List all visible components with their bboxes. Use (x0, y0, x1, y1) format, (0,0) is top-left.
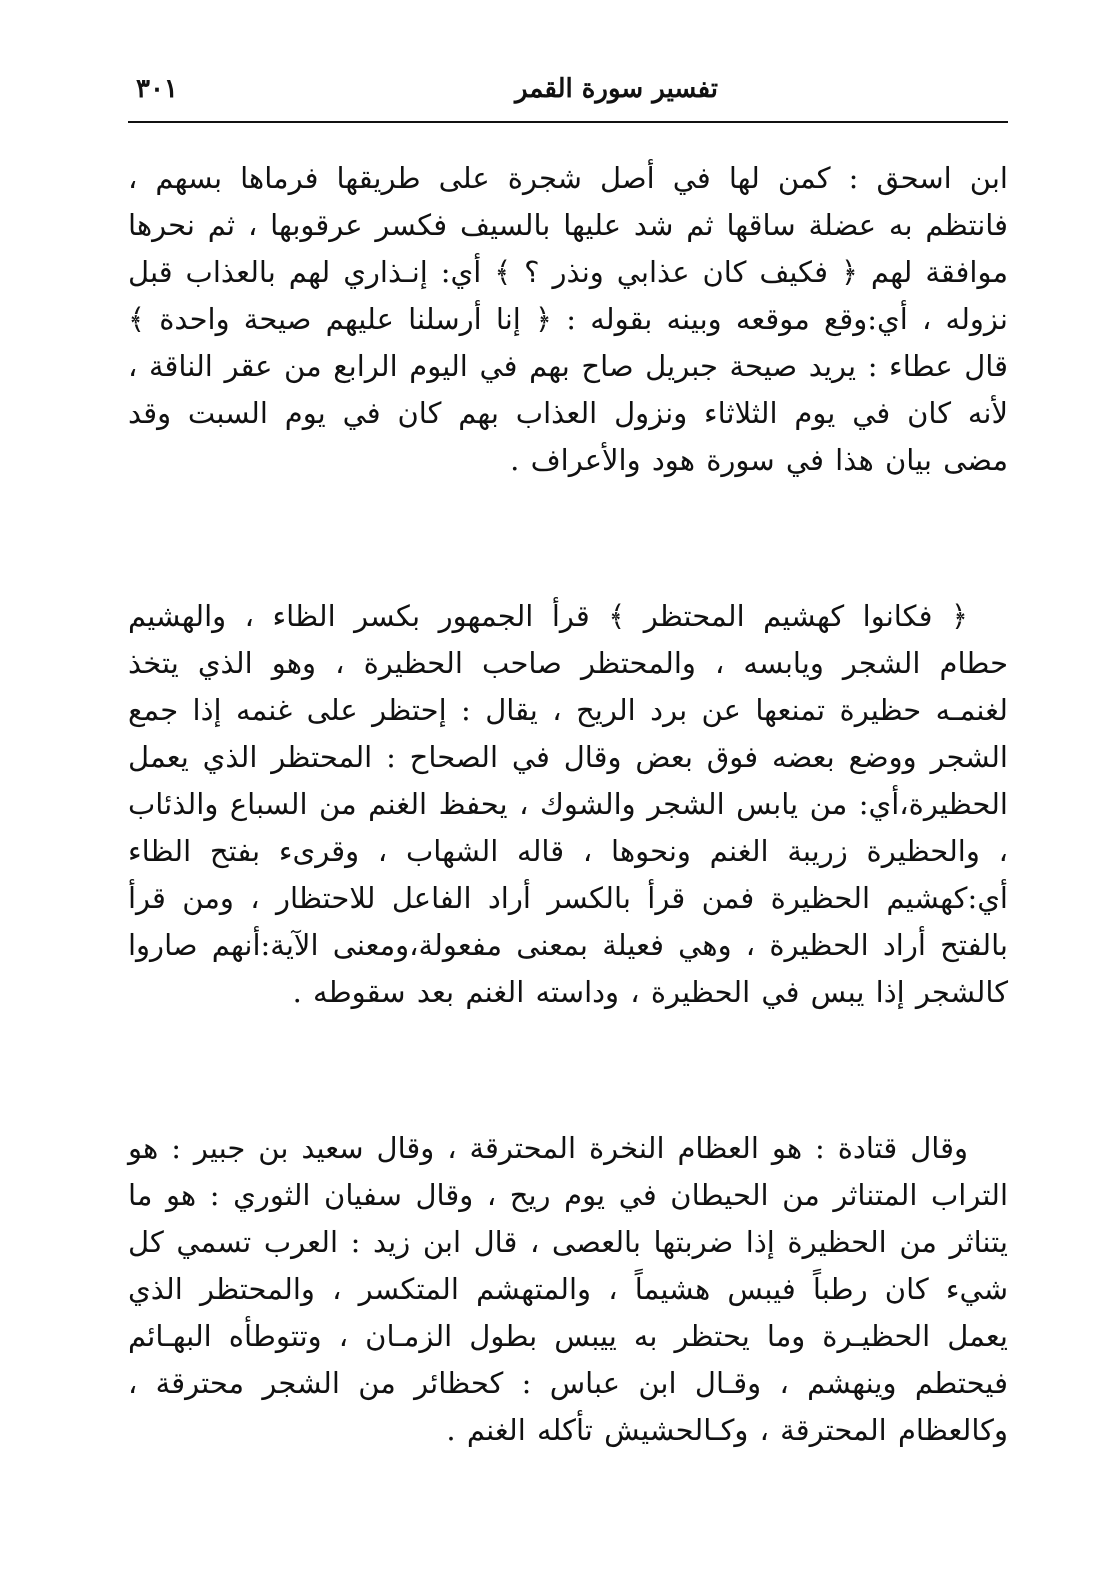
page-number: ٣٠١ (136, 74, 178, 104)
paragraph-1: ابن اسحق : كمن لها في أصل شجرة على طريقها فرماها بسهم ، فانتظم به عضلة ساقها ثم شد عليها بالسيف فكسر عرقوبها ، ثم نحرها موافقة لهم ﴿ فكيف كان عذابي ونذر ؟ ﴾ أي: إنـذاري لهم بالعذاب قبل نزوله ، أي:وقع موقعه وبينه بقوله : ﴿ إنا أرسلنا عليهم صيحة واحدة ﴾ قال عطاء : يريد صيحة جبريل صاح بهم في اليوم الرابع من عقر الناقة ، لأنه كان في يوم الثلاثاء ونزول العذاب بهم كان في يوم السبت وقد مضى بيان هذا في سورة هود والأعراف . (128, 161, 1008, 477)
paragraph-3: وقال قتادة : هو العظام النخرة المحترقة ، وقال سعيد بن جبير : هو التراب المتناثر من الحيطان في يوم ريح ، وقال سفيان الثوري : هو ما يتناثر من الحظيرة إذا ضربتها بالعصى ، قال ابن زيد : العرب تسمي كل شيء كان رطباً فيبس هشيماً ، والمتهشم المتكسر ، والمحتظر الذي يعمل الحظيـرة وما يحتظر به ييبس بطول الزمـان ، وتتوطأه البهـائم فيحتطم وينهشم ، وقـال ابن عباس : كحظائر من الشجر محترقة ، وكالعظام المحترقة ، وكـالحشيش تأكله الغنم . (128, 1131, 1008, 1447)
running-header (128, 70, 1008, 120)
header-title: تفسير سورة القمر (515, 74, 718, 104)
header-divider (128, 121, 1008, 123)
paragraph-2: ﴿ فكانوا كهشيم المحتظر ﴾ قرأ الجمهور بكسر الظاء ، والهشيم حطام الشجر ويابسه ، والمحتظر صاحب الحظيرة ، وهو الذي يتخذ لغنمـه حظيرة تمنعها عن برد الريح ، يقال : إحتظر على غنمه إذا جمع الشجر ووضع بعضه فوق بعض وقال في الصحاح : المحتظر الذي يعمل الحظيرة،أي: من يابس الشجر والشوك ، يحفظ الغنم من السباع والذئاب ، والحظيرة زريبة الغنم ونحوها ، قاله الشهاب ، وقرىء بفتح الظاء أي:كهشيم الحظيرة فمن قرأ بالكسر أراد الفاعل للاحتظار ، ومن قرأ بالفتح أراد الحظيرة ، وهي فعيلة بمعنى مفعولة،ومعنى الآية:أنهم صاروا كالشجر إذا يبس في الحظيرة ، وداسته الغنم بعد سقوطه . (128, 599, 1008, 1009)
